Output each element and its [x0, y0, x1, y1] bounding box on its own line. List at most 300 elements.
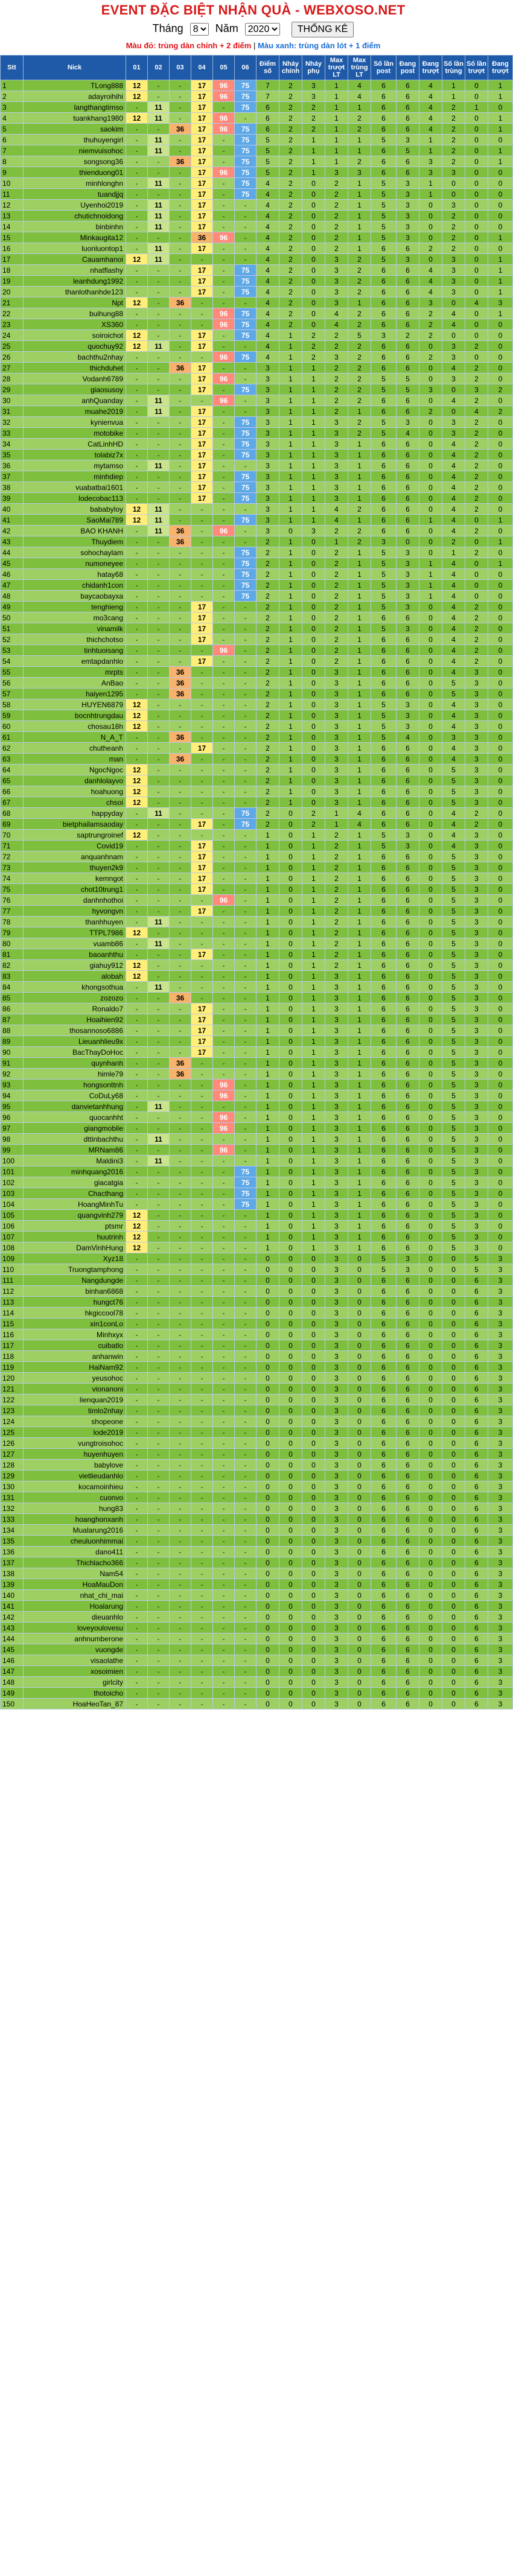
row-nick[interactable]: Cauamhanoi — [24, 254, 126, 265]
row-nick[interactable]: huutrinh — [24, 1232, 126, 1242]
day-cell: - — [126, 634, 148, 645]
row-nick[interactable]: muahe2019 — [24, 406, 126, 417]
row-nick[interactable]: dttinbachthu — [24, 1134, 126, 1145]
stat-cell: 0 — [419, 656, 442, 667]
stat-cell: 6 — [397, 1525, 419, 1536]
stat-cell: 6 — [397, 493, 419, 504]
stat-cell: 4 — [256, 254, 279, 265]
day-cell: - — [148, 1242, 170, 1253]
stat-cell: 1 — [302, 971, 325, 982]
row-nick[interactable]: Hoalarung — [24, 1601, 126, 1612]
row-nick[interactable]: baycaobayxa — [24, 591, 126, 602]
stat-cell: 5 — [442, 917, 465, 927]
day-cell: 11 — [148, 526, 170, 536]
row-nick[interactable]: Ronaldo7 — [24, 1003, 126, 1014]
row-index: 142 — [1, 1612, 24, 1623]
stat-cell: 0 — [256, 1655, 279, 1666]
stat-cell: 2 — [325, 243, 348, 254]
row-nick[interactable]: hatay68 — [24, 569, 126, 580]
day-cell: - — [213, 775, 235, 786]
stat-cell: 1 — [348, 612, 371, 623]
row-nick[interactable]: vuongde — [24, 1644, 126, 1655]
row-nick[interactable]: soiroichot — [24, 330, 126, 341]
row-nick[interactable]: chot10trung1 — [24, 884, 126, 895]
row-nick[interactable]: quocanhht — [24, 1112, 126, 1123]
day-cell: - — [213, 602, 235, 612]
stat-cell: 3 — [256, 439, 279, 450]
day-cell: - — [126, 1123, 148, 1134]
row-nick[interactable]: tuankhang1980 — [24, 113, 126, 124]
row-nick[interactable]: CoDuLy68 — [24, 1090, 126, 1101]
row-nick[interactable]: HUYEN6879 — [24, 699, 126, 710]
row-nick[interactable]: thienduong01 — [24, 167, 126, 178]
row-nick[interactable]: visaolathe — [24, 1655, 126, 1666]
stat-cell: 1 — [279, 482, 302, 493]
row-nick[interactable]: Mualarung2016 — [24, 1525, 126, 1536]
row-nick[interactable]: XS360 — [24, 319, 126, 330]
year-select[interactable] — [245, 23, 280, 36]
row-nick[interactable]: lodecobac113 — [24, 493, 126, 504]
day-cell: - — [213, 1699, 235, 1709]
row-nick[interactable]: huyenhuyen — [24, 1449, 126, 1460]
row-nick[interactable]: chidanh1con — [24, 580, 126, 591]
row-nick[interactable]: binbinhn — [24, 221, 126, 232]
row-nick[interactable]: anhanwin — [24, 1351, 126, 1362]
row-nick[interactable]: shopeone — [24, 1416, 126, 1427]
row-nick[interactable]: kocamoinhieu — [24, 1481, 126, 1492]
row-nick[interactable]: chsoi — [24, 797, 126, 808]
row-nick[interactable]: danhnhothoi — [24, 895, 126, 906]
day-cell: - — [213, 808, 235, 819]
stat-cell: 6 — [371, 113, 397, 124]
day-cell: - — [191, 591, 213, 602]
row-nick[interactable]: vuabatbai1601 — [24, 482, 126, 493]
stat-cell: 2 — [302, 808, 325, 819]
stat-cell: 1 — [348, 471, 371, 482]
row-nick[interactable]: thichchotso — [24, 634, 126, 645]
day-cell: - — [191, 1590, 213, 1601]
stat-cell: 1 — [348, 232, 371, 243]
stat-cell: 0 — [419, 1699, 442, 1709]
day-cell: - — [170, 1101, 191, 1112]
row-nick[interactable]: ptsmr — [24, 1221, 126, 1232]
row-nick[interactable]: Hoaihien92 — [24, 1014, 126, 1025]
day-cell: - — [213, 417, 235, 428]
stat-cell: 5 — [442, 1210, 465, 1221]
row-nick[interactable]: anhQuanday — [24, 395, 126, 406]
row-nick[interactable]: TTPL7986 — [24, 927, 126, 938]
day-cell: - — [148, 732, 170, 743]
row-nick[interactable]: chutheanh — [24, 743, 126, 754]
stat-cell: 0 — [279, 1003, 302, 1014]
stat-cell: 6 — [371, 287, 397, 297]
row-nick[interactable]: dieuanhlo — [24, 1612, 126, 1623]
row-nick[interactable]: NgocNgoc — [24, 765, 126, 775]
day-cell: 17 — [191, 482, 213, 493]
row-index: 38 — [1, 482, 24, 493]
stat-cell: 1 — [348, 145, 371, 156]
row-nick[interactable]: minhlonghn — [24, 178, 126, 189]
row-nick[interactable]: langthangtimso — [24, 102, 126, 113]
stat-cell: 0 — [302, 265, 325, 276]
stat-cell: 6 — [465, 1492, 488, 1503]
row-nick[interactable]: cheuluonhimmai — [24, 1536, 126, 1547]
column-header: Nháy phụ — [302, 56, 325, 80]
stat-cell: 3 — [397, 254, 419, 265]
row-nick[interactable]: Vodanh6789 — [24, 374, 126, 384]
stat-cell: 0 — [348, 1427, 371, 1438]
row-index: 37 — [1, 471, 24, 482]
row-nick[interactable]: saptrungroinef — [24, 830, 126, 841]
day-cell: - — [235, 797, 256, 808]
stat-cell: 5 — [442, 1069, 465, 1080]
stat-cell: 0 — [488, 439, 513, 450]
row-nick[interactable]: man — [24, 754, 126, 765]
row-nick[interactable]: quangvinh279 — [24, 1210, 126, 1221]
row-nick[interactable]: hyvongvn — [24, 906, 126, 917]
row-nick[interactable]: girlcity — [24, 1677, 126, 1688]
row-nick[interactable]: HaiNam92 — [24, 1362, 126, 1373]
stat-cell: 1 — [302, 493, 325, 504]
stat-cell: 0 — [488, 873, 513, 884]
stat-cell: 1 — [279, 536, 302, 547]
stat-cell: 0 — [302, 1329, 325, 1340]
row-nick[interactable]: giahuy912 — [24, 960, 126, 971]
day-cell: - — [170, 645, 191, 656]
row-nick[interactable]: chosau18h — [24, 721, 126, 732]
stat-cell: 4 — [442, 558, 465, 569]
row-nick[interactable]: Npt — [24, 297, 126, 308]
stat-cell: 0 — [279, 1373, 302, 1384]
stat-cell: 1 — [302, 471, 325, 482]
day-cell: - — [213, 1514, 235, 1525]
stat-cell: 6 — [465, 1362, 488, 1373]
day-cell: - — [148, 536, 170, 547]
stat-cell: 0 — [465, 276, 488, 287]
row-nick[interactable]: mo3cang — [24, 612, 126, 623]
row-nick[interactable]: hkgiccool78 — [24, 1308, 126, 1318]
row-nick[interactable]: mrpts — [24, 667, 126, 678]
row-nick[interactable]: xosoimien — [24, 1666, 126, 1677]
stat-cell: 5 — [371, 254, 397, 265]
row-nick[interactable]: bababyloy — [24, 504, 126, 515]
day-cell: - — [213, 450, 235, 460]
row-nick[interactable]: SaoMai789 — [24, 515, 126, 526]
stat-cell: 1 — [348, 634, 371, 645]
row-index: 96 — [1, 1112, 24, 1123]
row-nick[interactable]: vuamb86 — [24, 938, 126, 949]
stat-cell: 3 — [325, 775, 348, 786]
row-nick[interactable]: HoaHeoTan_87 — [24, 1699, 126, 1709]
row-nick[interactable]: cuibatlo — [24, 1340, 126, 1351]
day-cell: 36 — [170, 363, 191, 374]
row-nick[interactable]: saokim — [24, 124, 126, 135]
row-nick[interactable]: buihung88 — [24, 308, 126, 319]
row-nick[interactable]: minhquang2016 — [24, 1166, 126, 1177]
row-nick[interactable]: anquanhnam — [24, 851, 126, 862]
stat-cell: 0 — [442, 1590, 465, 1601]
row-index: 26 — [1, 352, 24, 363]
row-nick[interactable]: himle79 — [24, 1069, 126, 1080]
row-nick[interactable]: hungct76 — [24, 1297, 126, 1308]
day-cell: 17 — [191, 406, 213, 417]
submit-stats-button[interactable]: THỐNG KÊ — [292, 22, 354, 37]
row-nick[interactable]: minhdiep — [24, 471, 126, 482]
stat-cell: 0 — [279, 1210, 302, 1221]
row-nick[interactable]: hung83 — [24, 1503, 126, 1514]
row-nick[interactable]: numoneyee — [24, 558, 126, 569]
row-nick[interactable]: Thuydiem — [24, 536, 126, 547]
stat-cell: 5 — [442, 862, 465, 873]
stat-cell: 3 — [465, 754, 488, 765]
stat-cell: 0 — [465, 319, 488, 330]
stat-cell: 0 — [302, 1547, 325, 1557]
table-row — [1, 602, 513, 612]
stat-cell: 2 — [256, 775, 279, 786]
row-nick[interactable]: quynhanh — [24, 1058, 126, 1069]
day-cell: 12 — [126, 765, 148, 775]
row-nick[interactable]: danvietanhhung — [24, 1101, 126, 1112]
row-nick[interactable]: babylove — [24, 1460, 126, 1471]
row-nick[interactable]: thotoicho — [24, 1688, 126, 1699]
row-nick[interactable]: motobike — [24, 428, 126, 439]
stat-cell: 6 — [465, 1318, 488, 1329]
row-nick[interactable]: Maldini3 — [24, 1156, 126, 1166]
row-index: 83 — [1, 971, 24, 982]
row-nick[interactable]: Uyenhoi2019 — [24, 200, 126, 211]
stat-cell: 2 — [348, 254, 371, 265]
row-nick[interactable]: songsong36 — [24, 156, 126, 167]
row-nick[interactable]: vungtroisohoc — [24, 1438, 126, 1449]
row-nick[interactable]: xin1conLo — [24, 1318, 126, 1329]
day-cell: - — [126, 265, 148, 276]
day-cell: - — [191, 775, 213, 786]
row-index: 92 — [1, 1069, 24, 1080]
row-nick[interactable]: TLong888 — [24, 80, 126, 91]
row-nick[interactable]: giacatgia — [24, 1177, 126, 1188]
stat-cell: 3 — [465, 884, 488, 895]
stat-cell: 0 — [419, 602, 442, 612]
row-nick[interactable]: bachthu2nhay — [24, 352, 126, 363]
stat-cell: 2 — [325, 862, 348, 873]
row-nick[interactable]: Thichlacho366 — [24, 1557, 126, 1568]
stat-cell: 2 — [442, 156, 465, 167]
row-nick[interactable]: HoangMinhTu — [24, 1199, 126, 1210]
row-nick[interactable]: lode2019 — [24, 1427, 126, 1438]
day-cell: - — [235, 732, 256, 743]
row-nick[interactable]: emtapdanhlo — [24, 656, 126, 667]
row-nick[interactable]: tenghieng — [24, 602, 126, 612]
row-nick[interactable]: Truongtamphong — [24, 1264, 126, 1275]
row-nick[interactable]: bocnhtrungdau — [24, 710, 126, 721]
table-row — [1, 265, 513, 276]
row-nick[interactable]: BAO KHANH — [24, 526, 126, 536]
stat-cell: 1 — [302, 1080, 325, 1090]
row-nick[interactable]: cuonvo — [24, 1492, 126, 1503]
day-cell: - — [148, 895, 170, 906]
row-nick[interactable]: haiyen1295 — [24, 689, 126, 699]
day-cell: - — [213, 862, 235, 873]
row-nick[interactable]: hongsonttnh — [24, 1080, 126, 1090]
row-nick[interactable]: khongsothua — [24, 982, 126, 993]
row-nick[interactable]: hoanghonxanh — [24, 1514, 126, 1525]
row-nick[interactable]: happyday — [24, 808, 126, 819]
day-cell: - — [213, 1329, 235, 1340]
row-nick[interactable]: CatLinhHD — [24, 439, 126, 450]
stat-cell: 0 — [302, 1275, 325, 1286]
row-nick[interactable]: thanhhuyen — [24, 917, 126, 927]
row-nick[interactable]: AnBao — [24, 678, 126, 689]
stat-cell: 2 — [302, 330, 325, 341]
day-cell: - — [148, 765, 170, 775]
row-nick[interactable]: thosannoso6886 — [24, 1025, 126, 1036]
row-nick[interactable]: tolabiz7x — [24, 450, 126, 460]
table-row — [1, 1264, 513, 1275]
table-row — [1, 862, 513, 873]
row-nick[interactable]: bietphailamsaoday — [24, 819, 126, 830]
row-nick[interactable]: adayroihihi — [24, 91, 126, 102]
row-nick[interactable]: DamVinhHung — [24, 1242, 126, 1253]
stat-cell: 6 — [371, 1579, 397, 1590]
stat-cell: 1 — [348, 1014, 371, 1025]
stat-cell: 3 — [325, 1253, 348, 1264]
row-nick[interactable]: thuhuyengirl — [24, 135, 126, 145]
row-nick[interactable]: baoanhthu — [24, 949, 126, 960]
row-nick[interactable]: timlo2nhay — [24, 1405, 126, 1416]
day-cell: 75 — [235, 178, 256, 189]
month-select[interactable] — [190, 23, 209, 36]
stat-cell: 1 — [348, 221, 371, 232]
row-nick[interactable]: loveyoulovesu — [24, 1623, 126, 1633]
day-cell: - — [213, 743, 235, 754]
stat-cell: 0 — [488, 1199, 513, 1210]
stat-cell: 1 — [279, 612, 302, 623]
row-index: 146 — [1, 1655, 24, 1666]
stat-cell: 6 — [371, 1449, 397, 1460]
table-row — [1, 341, 513, 352]
row-nick[interactable]: alobah — [24, 971, 126, 982]
day-cell: 11 — [148, 102, 170, 113]
stat-cell: 6 — [397, 1449, 419, 1460]
stat-cell: 0 — [442, 1623, 465, 1633]
row-nick[interactable]: HoaMauDon — [24, 1579, 126, 1590]
row-nick[interactable]: thuyen2k9 — [24, 862, 126, 873]
day-cell: - — [213, 1242, 235, 1253]
row-nick[interactable]: MRNam86 — [24, 1145, 126, 1156]
row-nick[interactable]: kynienvua — [24, 417, 126, 428]
row-nick[interactable]: nhat_chi_mai — [24, 1590, 126, 1601]
row-nick[interactable]: Nangdungde — [24, 1275, 126, 1286]
row-nick[interactable]: nhatflashy — [24, 265, 126, 276]
stat-cell: 2 — [325, 406, 348, 417]
stat-cell: 1 — [256, 884, 279, 895]
stat-cell: 0 — [256, 1384, 279, 1395]
stat-cell: 3 — [397, 721, 419, 732]
stat-cell: 4 — [325, 319, 348, 330]
row-nick[interactable]: quochuy92 — [24, 341, 126, 352]
row-nick[interactable]: vionanoni — [24, 1384, 126, 1395]
row-nick[interactable]: tinhtuoisang — [24, 645, 126, 656]
day-cell: - — [148, 1318, 170, 1329]
row-nick[interactable]: anhnumberone — [24, 1633, 126, 1644]
row-nick[interactable]: dano411 — [24, 1547, 126, 1557]
row-nick[interactable]: Covid19 — [24, 841, 126, 851]
row-nick[interactable]: vinamilk — [24, 623, 126, 634]
day-cell: - — [148, 1525, 170, 1536]
day-cell: - — [148, 602, 170, 612]
row-nick[interactable]: danhlolayvo — [24, 775, 126, 786]
row-nick[interactable]: giaosusoy — [24, 384, 126, 395]
row-nick[interactable]: Nam54 — [24, 1568, 126, 1579]
table-row — [1, 645, 513, 656]
row-nick[interactable]: thanlothanhde123 — [24, 287, 126, 297]
day-cell: - — [170, 1557, 191, 1568]
row-nick[interactable]: chutichnoidong — [24, 211, 126, 221]
row-nick[interactable]: vietlieudanhlo — [24, 1471, 126, 1481]
row-index: 71 — [1, 841, 24, 851]
stat-cell: 3 — [465, 917, 488, 927]
row-nick[interactable]: Xyz18 — [24, 1253, 126, 1264]
table-row — [1, 927, 513, 938]
row-nick[interactable]: luonluontop1 — [24, 243, 126, 254]
stat-cell: 3 — [488, 1557, 513, 1568]
row-nick[interactable]: Minhxyx — [24, 1329, 126, 1340]
row-nick[interactable]: Minkaugita12 — [24, 232, 126, 243]
day-cell: 75 — [235, 156, 256, 167]
stat-cell: 0 — [465, 569, 488, 580]
row-nick[interactable]: leanhdung1992 — [24, 276, 126, 287]
row-nick[interactable]: N_A_T — [24, 732, 126, 743]
stat-cell: 6 — [465, 1514, 488, 1525]
stat-cell: 1 — [279, 439, 302, 450]
row-nick[interactable]: niemvuisohoc — [24, 145, 126, 156]
day-cell: - — [126, 1644, 148, 1655]
table-row — [1, 1069, 513, 1080]
day-cell: - — [191, 765, 213, 775]
table-row — [1, 287, 513, 297]
stat-cell: 1 — [279, 504, 302, 515]
day-cell: - — [213, 406, 235, 417]
day-cell: - — [191, 1579, 213, 1590]
row-nick[interactable]: giangmobile — [24, 1123, 126, 1134]
row-nick[interactable]: mytamso — [24, 460, 126, 471]
stat-cell: 6 — [371, 1373, 397, 1384]
row-nick[interactable]: binhan6868 — [24, 1286, 126, 1297]
stat-cell: 2 — [279, 319, 302, 330]
row-nick[interactable]: lienquan2019 — [24, 1395, 126, 1405]
stat-cell: 6 — [465, 1623, 488, 1633]
row-nick[interactable]: yeusohoc — [24, 1373, 126, 1384]
row-nick[interactable]: Chacthang — [24, 1188, 126, 1199]
day-cell: - — [235, 862, 256, 873]
row-nick[interactable]: thichduhet — [24, 363, 126, 374]
row-nick[interactable]: hoahuong — [24, 786, 126, 797]
row-nick[interactable]: sohochaylam — [24, 547, 126, 558]
row-nick[interactable]: tuandjjq — [24, 189, 126, 200]
stat-cell: 0 — [419, 1242, 442, 1253]
row-nick[interactable]: Lieuanhlieu9x — [24, 1036, 126, 1047]
row-nick[interactable]: zozozo — [24, 993, 126, 1003]
stat-cell: 0 — [348, 1481, 371, 1492]
row-nick[interactable]: BacThayDoHoc — [24, 1047, 126, 1058]
row-index: 72 — [1, 851, 24, 862]
row-nick[interactable]: kemngot — [24, 873, 126, 884]
stat-cell: 2 — [256, 808, 279, 819]
stat-cell: 6 — [397, 1123, 419, 1134]
day-cell: - — [148, 580, 170, 591]
day-cell: - — [126, 1318, 148, 1329]
stat-cell: 6 — [397, 927, 419, 938]
